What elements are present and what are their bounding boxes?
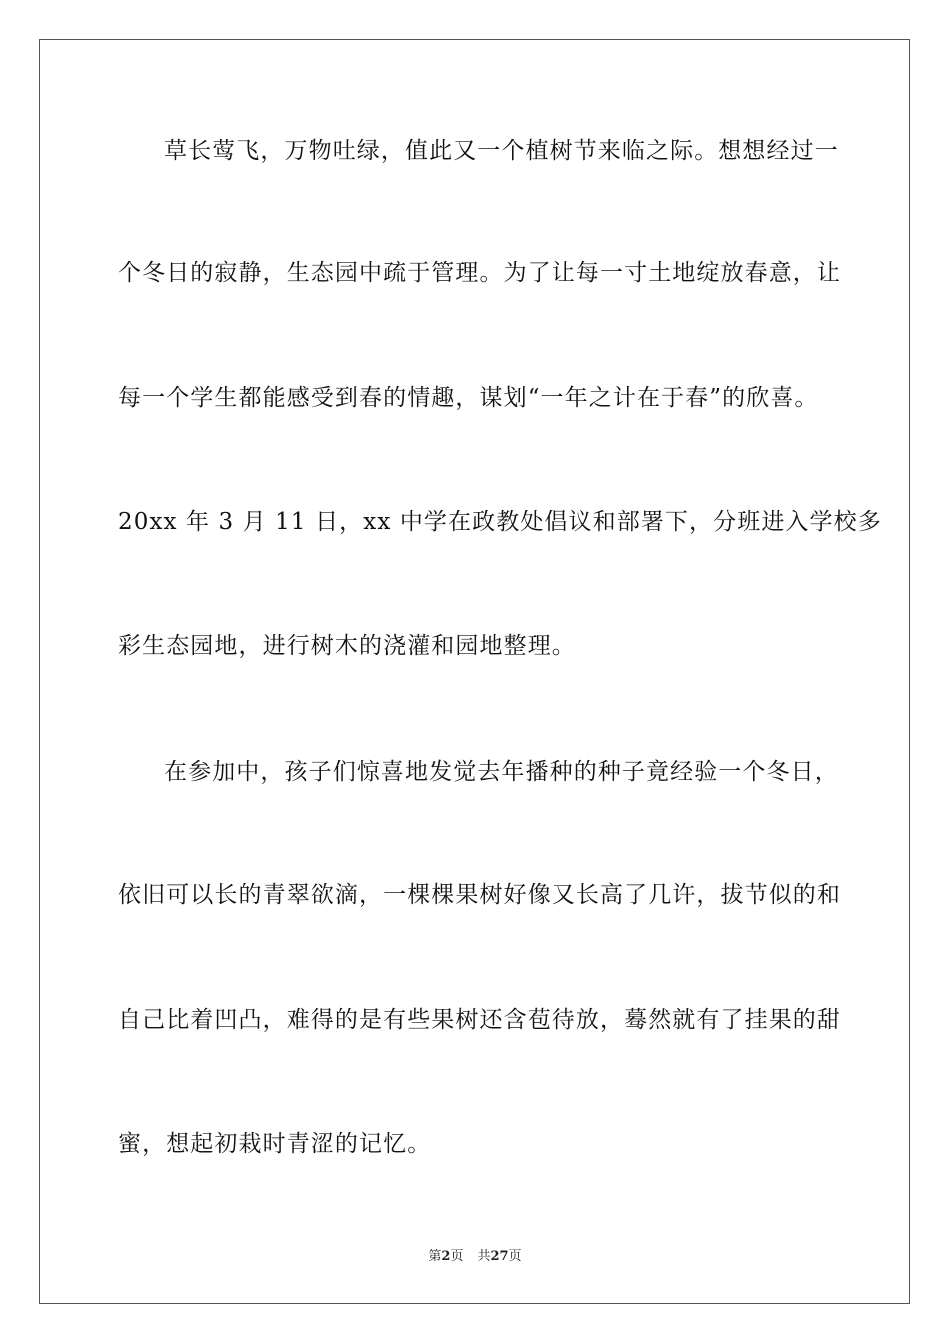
total-prefix: 共 [477, 1249, 491, 1264]
paragraph-1-line-1: 草长莺飞，万物吐绿，值此又一个植树节来临之际。想想经过一 [164, 138, 839, 164]
paragraph-2-line-3: 自己比着凹凸，难得的是有些果树还含苞待放，蓦然就有了挂果的甜 [118, 1007, 841, 1033]
page-footer [0, 1248, 950, 1266]
paragraph-1-line-4: 20xx 年 3 月 11 日，xx 中学在政教处倡议和部署下，分班进入学校多 [118, 509, 882, 535]
page-number: 2 [441, 1249, 451, 1264]
paragraph-1-line-5: 彩生态园地，进行树木的浇灌和园地整理。 [118, 633, 576, 659]
paragraph-1-line-2: 个冬日的寂静，生态园中疏于管理。为了让每一寸土地绽放春意，让 [118, 260, 841, 286]
paragraph-2-line-2: 依旧可以长的青翠欲滴，一棵棵果树好像又长高了几许，拔节似的和 [118, 882, 841, 908]
paragraph-1-line-3: 每一个学生都能感受到春的情趣，谋划“一年之计在于春”的欣喜。 [118, 385, 819, 411]
total-suffix: 页 [508, 1249, 522, 1264]
paragraph-2-line-4: 蜜，想起初栽时青涩的记忆。 [118, 1131, 432, 1157]
paragraph-2-line-1: 在参加中，孩子们惊喜地发觉去年播种的种子竟经验一个冬日， [164, 759, 839, 785]
page-border [39, 39, 910, 1304]
page-suffix: 页 [450, 1249, 464, 1264]
page-prefix: 第 [428, 1249, 442, 1264]
total-pages: 27 [490, 1249, 509, 1264]
